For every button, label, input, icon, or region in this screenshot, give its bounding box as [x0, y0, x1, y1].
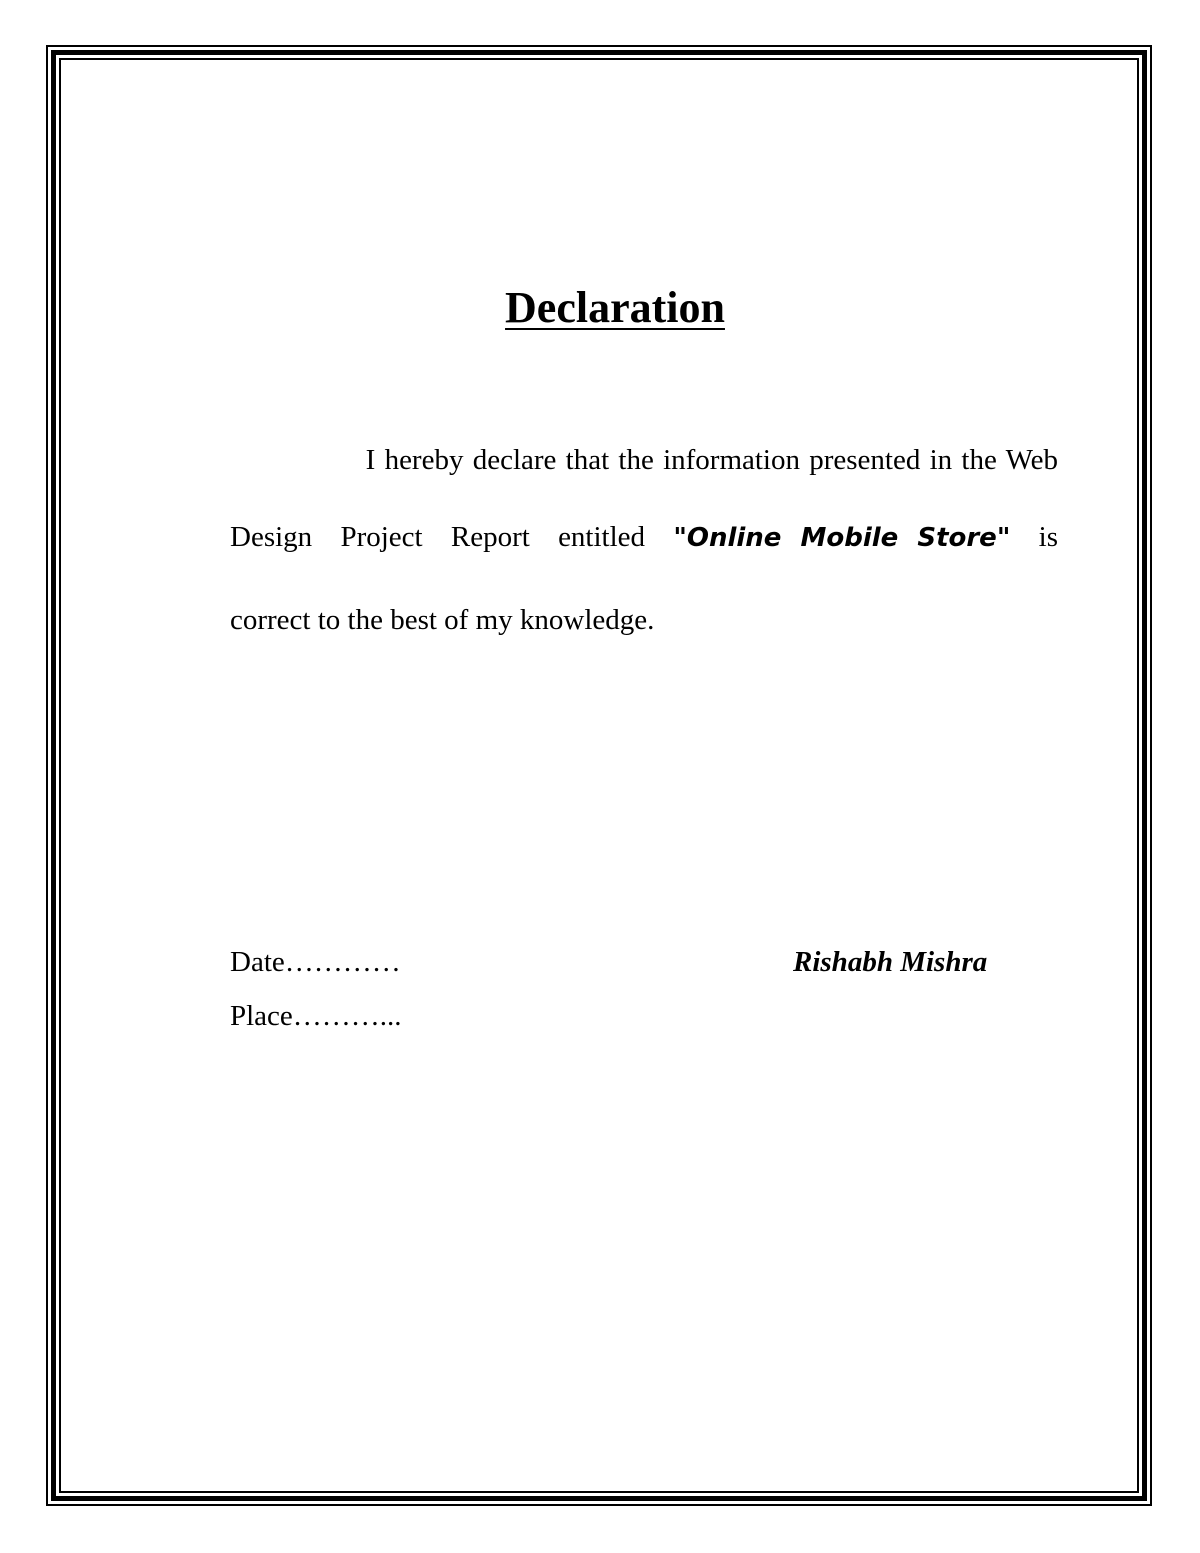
page-title: Declaration: [505, 283, 725, 332]
word-project: Project: [340, 521, 423, 553]
word-entitled: entitled: [558, 521, 646, 553]
word-report: Report: [450, 521, 530, 553]
author-name: Rishabh Mishra: [793, 946, 988, 978]
project-name: "Online Mobile Store": [673, 523, 1011, 553]
declaration-line-3: correct to the best of my knowledge.: [230, 604, 655, 636]
declaration-line-2: [230, 517, 1058, 558]
place-label: Place………...: [230, 1000, 402, 1032]
date-label: Date…………: [230, 946, 401, 978]
page-border-inner: [59, 58, 1139, 1493]
declaration-line-1: I hereby declare that the information presented in the Web: [365, 444, 1058, 476]
word-is: is: [1038, 521, 1058, 553]
word-design: Design: [230, 521, 313, 553]
